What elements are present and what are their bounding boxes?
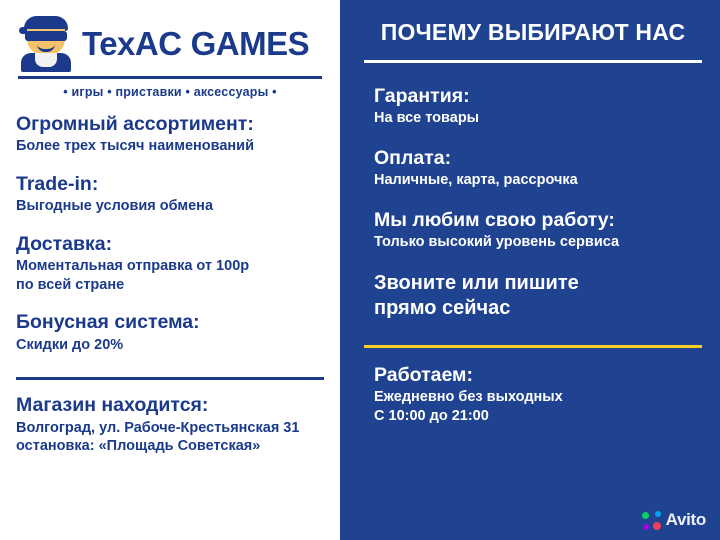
feature-line: по всей стране bbox=[16, 276, 125, 293]
feature-line: Скидки до 20% bbox=[16, 336, 124, 353]
benefit-line: Только высокий уровень сервиса bbox=[374, 234, 620, 251]
feature-block-assortment bbox=[16, 113, 324, 156]
feature-title: Trade-in: bbox=[16, 172, 99, 195]
cta-line-1: Звоните или пишите bbox=[374, 271, 579, 294]
store-stop-line: остановка: «Площадь Советская» bbox=[16, 438, 261, 455]
avito-label: Avito bbox=[665, 510, 706, 529]
right-header bbox=[364, 0, 702, 58]
section-divider bbox=[16, 377, 324, 380]
schedule-title: Работаем: bbox=[374, 363, 473, 386]
brand-name-part2: GAMES bbox=[190, 24, 310, 62]
feature-title: Бонусная система: bbox=[16, 311, 200, 334]
avito-dots-icon bbox=[642, 511, 661, 530]
brand-logo bbox=[16, 14, 324, 72]
cta-line-2: прямо сейчас bbox=[374, 296, 511, 319]
call-to-action bbox=[364, 271, 702, 321]
store-address-block bbox=[16, 394, 324, 456]
schedule-line: Ежедневно без выходных bbox=[374, 389, 563, 406]
brand-name-part1: TexAC bbox=[82, 24, 182, 62]
accent-divider bbox=[364, 345, 702, 348]
benefit-title: Оплата: bbox=[374, 146, 452, 169]
feature-line: Моментальная отправка от 100р bbox=[16, 258, 250, 275]
benefit-line: На все товары bbox=[374, 110, 480, 127]
store-address-title: Магазин находится: bbox=[16, 394, 209, 417]
schedule-block bbox=[364, 364, 702, 426]
brand-tagline: • игры • приставки • аксессуары • bbox=[63, 85, 277, 99]
schedule-line: С 10:00 до 21:00 bbox=[374, 407, 489, 424]
feature-line: Более трех тысяч наименований bbox=[16, 138, 254, 155]
benefit-line: Наличные, карта, рассрочка bbox=[374, 172, 578, 189]
feature-block-bonus bbox=[16, 311, 324, 354]
right-header-title: ПОЧЕМУ ВЫБИРАЮТ НАС bbox=[380, 18, 686, 45]
mascot-icon bbox=[18, 14, 74, 72]
feature-title: Огромный ассортимент: bbox=[16, 113, 254, 135]
benefit-title: Мы любим свою работу: bbox=[374, 208, 615, 231]
right-header-divider bbox=[364, 60, 702, 63]
right-panel bbox=[340, 0, 720, 540]
benefit-block-payment bbox=[364, 147, 702, 190]
brand-divider bbox=[18, 76, 322, 79]
left-panel bbox=[0, 0, 340, 540]
feature-block-delivery bbox=[16, 233, 324, 295]
feature-line: Выгодные условия обмена bbox=[16, 198, 214, 215]
store-address-line: Волгоград, ул. Рабоче-Крестьянская 31 bbox=[16, 419, 300, 436]
avito-watermark bbox=[642, 510, 706, 530]
benefit-block-warranty bbox=[364, 85, 702, 128]
brand-name bbox=[82, 24, 310, 62]
feature-block-tradein bbox=[16, 173, 324, 216]
benefit-title: Гарантия: bbox=[374, 85, 470, 107]
benefit-block-service bbox=[364, 209, 702, 252]
feature-title: Доставка: bbox=[16, 232, 113, 255]
